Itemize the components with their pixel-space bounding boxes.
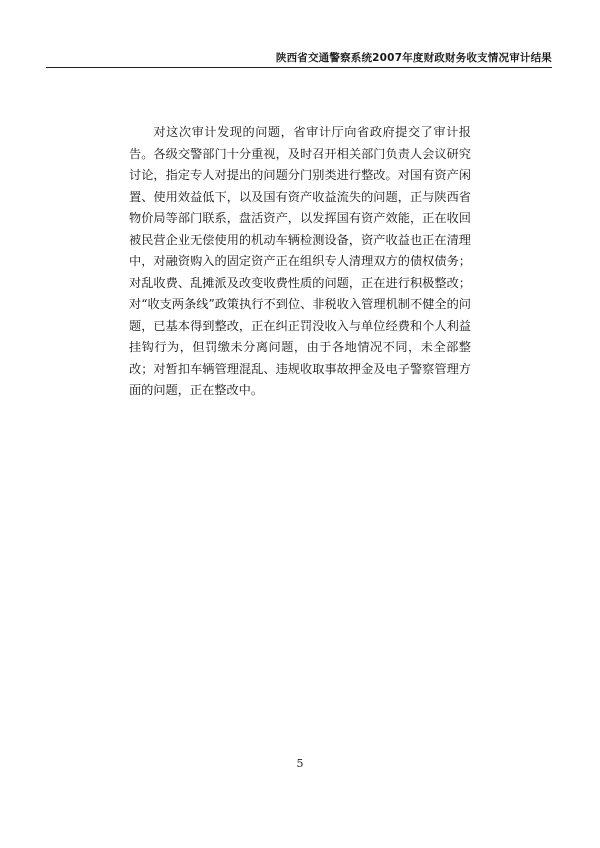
body-paragraph: 对这次审计发现的问题，省审计厅向省政府提交了审计报告。各级交警部门十分重视，及时召开相关部门负责人会议研究讨论，指定专人对提出的问题分门别类进行整改。对国有资产闲置、使用效益低下，以及国有资产收益流失的问题，正与陕西省物价局等部门联系，盘活资产，以发挥国有资产效能，正在收回被民营企业无偿使用的机动车辆检测设备，资产收益也正在清理中，对融资购入的固定资产正在组织专人清理双方的债权债务；对乱收费、乱摊派及改变收费性质的问题，正在进行积极整改；对“收支两条线”政策执行不到位、非税收入管理机制不健全的问题，已基本得到整改，正在纠正罚没收入与单位经费和个人利益挂钩行为，但罚缴未分离问题，由于各地情况不同，未全部整改；对暂扣车辆管理混乱、违规收取事故押金及电子警察管理方面的问题，正在整改中。 bbox=[129, 125, 471, 397]
page-number: 5 bbox=[296, 757, 304, 770]
running-header: 陕西省交通警察系统2007年度财政财务收支情况审计结果 bbox=[275, 52, 552, 64]
header-rule bbox=[46, 67, 552, 68]
